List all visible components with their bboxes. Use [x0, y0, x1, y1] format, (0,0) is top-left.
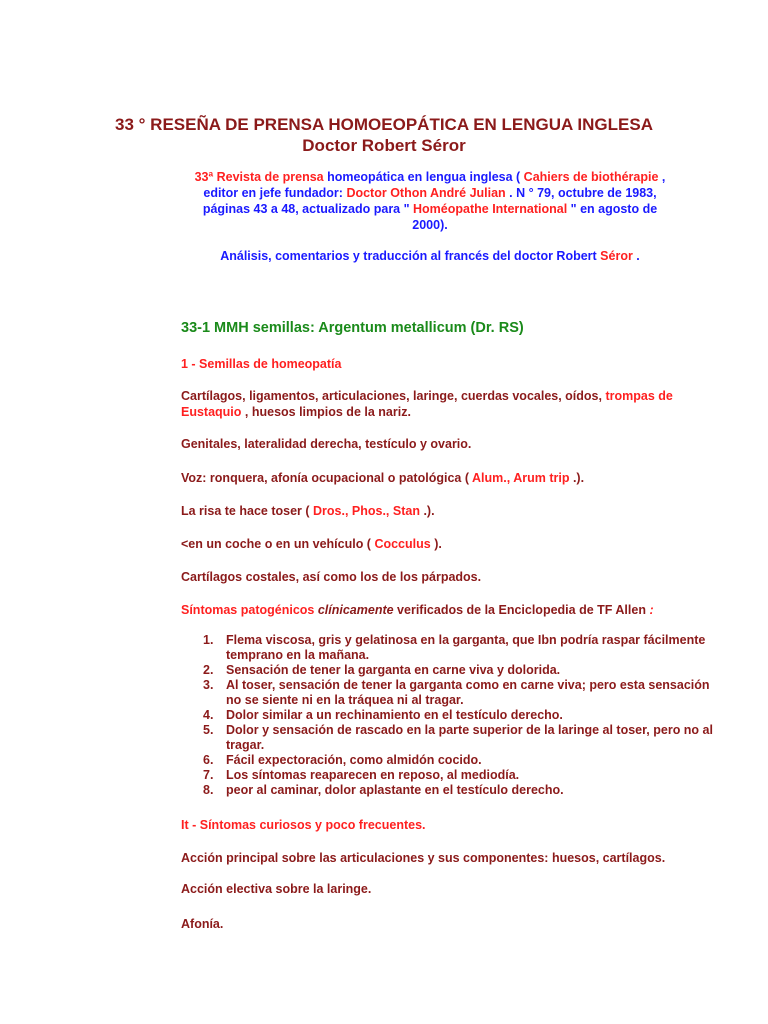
clinicamente-term: clínicamente: [317, 603, 394, 617]
intro-text-2: homeopática en lengua inglesa (: [323, 170, 521, 184]
intro-text-3: ,: [658, 170, 666, 184]
intro-text-1: 33ª Revista de prensa: [194, 170, 324, 184]
credit-author: Séror: [600, 249, 633, 263]
cartilagos-text: Cartílagos, ligamentos, articulaciones, laringe, cuerdas vocales, oídos,: [181, 389, 606, 403]
voz-end: .).: [569, 471, 585, 485]
subsection-heading-1: 1 - Semillas de homeopatía: [181, 357, 342, 371]
paragraph-accion-principal: Acción principal sobre las articulaciones y sus componentes: huesos, cartílagos.: [181, 851, 666, 865]
symptoms-list: [181, 633, 726, 798]
credit-text: Análisis, comentarios y traducción al francés del doctor Robert: [220, 249, 601, 263]
intro-text-6: " en agosto de 2000).: [412, 202, 658, 232]
list-item: 8. peor al caminar, dolor aplastante en el testículo derecho.: [203, 783, 564, 797]
coche-text: <en un coche o en un vehículo (: [181, 537, 371, 551]
intro-text-4: editor en jefe fundador:: [203, 186, 347, 200]
risa-end: .).: [419, 504, 435, 518]
intro-paragraph: [185, 169, 675, 233]
intro-text-5: . N ° 79, octubre de 1983, páginas 43 a 48, actualizado para ": [202, 186, 657, 216]
journal-name: Cahiers de biothérapie: [520, 170, 659, 184]
eustaquio-term: trompas de Eustaquio: [181, 389, 673, 419]
credit-line: [185, 248, 675, 264]
coche-remedy: Cocculus: [370, 537, 431, 551]
voz-remedies: Alum., Arum trip: [469, 471, 570, 485]
author-name: Doctor Robert Séror: [302, 136, 466, 155]
list-item: 5. Dolor y sensación de rascado en la parte superior de la laringe al toser, pero no al tragar.: [203, 723, 713, 752]
paragraph-genitales: Genitales, lateralidad derecha, testículo y ovario.: [181, 437, 472, 451]
risa-remedies: Dros., Phos., Stan: [309, 504, 420, 518]
publication-name: Homéopathe International: [409, 202, 568, 216]
voz-text: Voz: ronquera, afonía ocupacional o patológica (: [181, 471, 469, 485]
list-item: 7. Los síntomas reaparecen en reposo, al mediodía.: [203, 768, 520, 782]
list-item: 4. Dolor similar a un rechinamiento en el testículo derecho.: [203, 708, 563, 722]
paragraph-risa: [181, 503, 681, 519]
cartilagos-end: , huesos limpios de la nariz.: [241, 405, 411, 419]
paragraph-coche: [181, 536, 681, 552]
paragraph-cartilagos: [181, 388, 681, 420]
sintomas-source: verificados de la Enciclopedia de TF Allen: [393, 603, 650, 617]
credit-end: .: [632, 249, 640, 263]
list-item: 6. Fácil expectoración, como almidón cocido.: [203, 753, 482, 767]
paragraph-voz: [181, 470, 681, 486]
coche-end: ).: [430, 537, 442, 551]
paragraph-accion-electiva: Acción electiva sobre la laringe.: [181, 882, 372, 896]
list-item: 3. Al toser, sensación de tener la garganta como en carne viva; pero esta sensación no se siente ni en la tráquea ni al tragar.: [203, 678, 710, 707]
paragraph-afonia: Afonía.: [181, 917, 224, 931]
sintomas-colon: :: [649, 603, 654, 617]
sintomas-text: Síntomas patogénicos: [181, 603, 318, 617]
section-heading: 33-1 MMH semillas: Argentum metallicum (Dr. RS): [181, 320, 524, 336]
list-item: 1. Flema viscosa, gris y gelatinosa en la garganta, que Ibn podría raspar fácilmente temprano en la mañana.: [203, 633, 706, 662]
paragraph-costales: Cartílagos costales, así como los de los párpados.: [181, 570, 482, 584]
risa-text: La risa te hace toser (: [181, 504, 310, 518]
subsection-heading-2: It - Síntomas curiosos y poco frecuentes.: [181, 818, 426, 832]
paragraph-sintomas-heading: [181, 602, 681, 618]
page-title: 33 ° RESEÑA DE PRENSA HOMOEOPÁTICA EN LENGUA INGLESA: [115, 115, 653, 134]
founder-name: Doctor Othon André Julian: [346, 186, 506, 200]
list-item: 2. Sensación de tener la garganta en carne viva y dolorida.: [203, 663, 561, 677]
